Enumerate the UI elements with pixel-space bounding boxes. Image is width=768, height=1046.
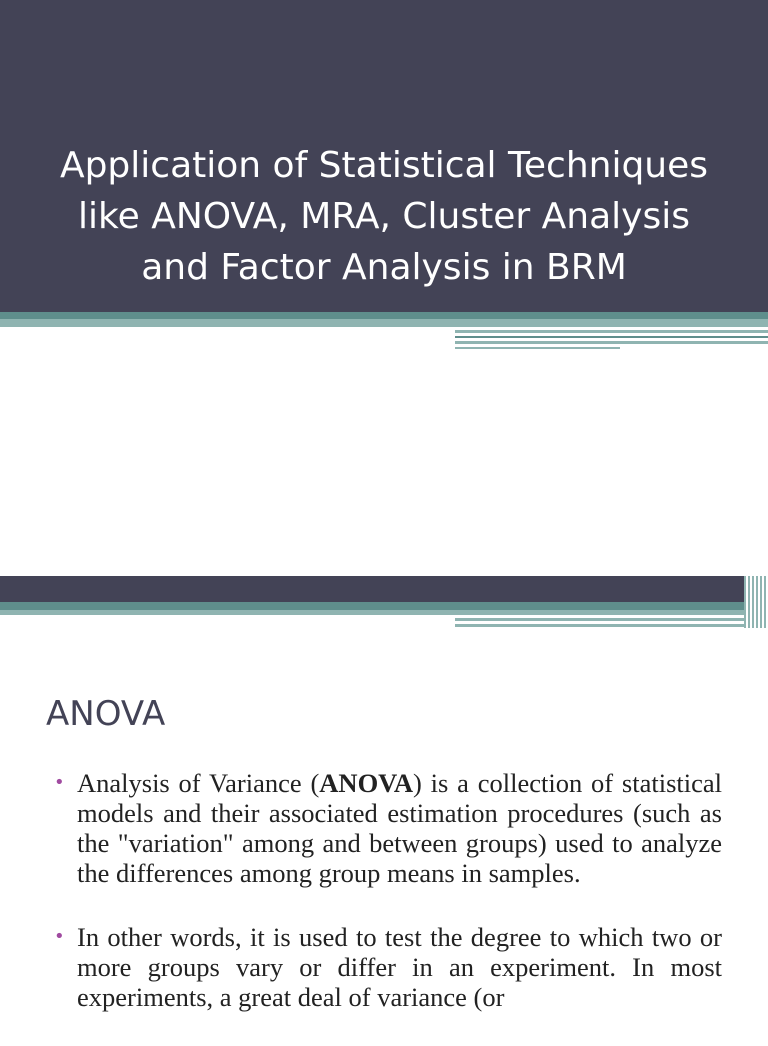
slide2-line: [455, 618, 745, 621]
bullet-text: In other words, it is used to test the degree to which two or more groups vary or differ in an experiment. In most experiments, a great deal of variance (or: [77, 922, 722, 1012]
slide1-pale-stripe: [0, 319, 768, 327]
title-line-1: Application of Statistical Techniques: [59, 145, 709, 186]
bullet-dot-icon: •: [54, 772, 65, 793]
bullet-list: [54, 768, 722, 1046]
title-line-2: like ANOVA, MRA, Cluster Analysis: [78, 196, 690, 237]
slide2-pale-stripe: [0, 610, 768, 615]
bullet-item: [54, 768, 722, 888]
bold-term: ANOVA: [319, 768, 414, 798]
slide2-teal-stripe: [0, 602, 768, 610]
slide1-line: [455, 330, 768, 333]
slide1-title: [0, 140, 768, 293]
slide1-header-band: [0, 0, 768, 312]
title-line-3: and Factor Analysis in BRM: [141, 247, 627, 288]
section-heading: ANOVA: [46, 694, 166, 734]
slide2-vertical-lines: [744, 576, 768, 628]
slide1-teal-stripe: [0, 312, 768, 319]
slide2-line: [455, 624, 745, 627]
bullet-text: Analysis of Variance (ANOVA) is a collection of statistical models and their associated estimation procedures (such as the "variation" among and between groups) used to analyze the differences among group means in samples.: [77, 768, 722, 888]
slide1-line: [455, 347, 620, 349]
slide2-header-band: [0, 576, 768, 602]
slide1-line: [455, 341, 768, 344]
bullet-dot-icon: •: [54, 926, 65, 947]
slide1-line: [455, 336, 768, 338]
bullet-item: [54, 922, 722, 1012]
